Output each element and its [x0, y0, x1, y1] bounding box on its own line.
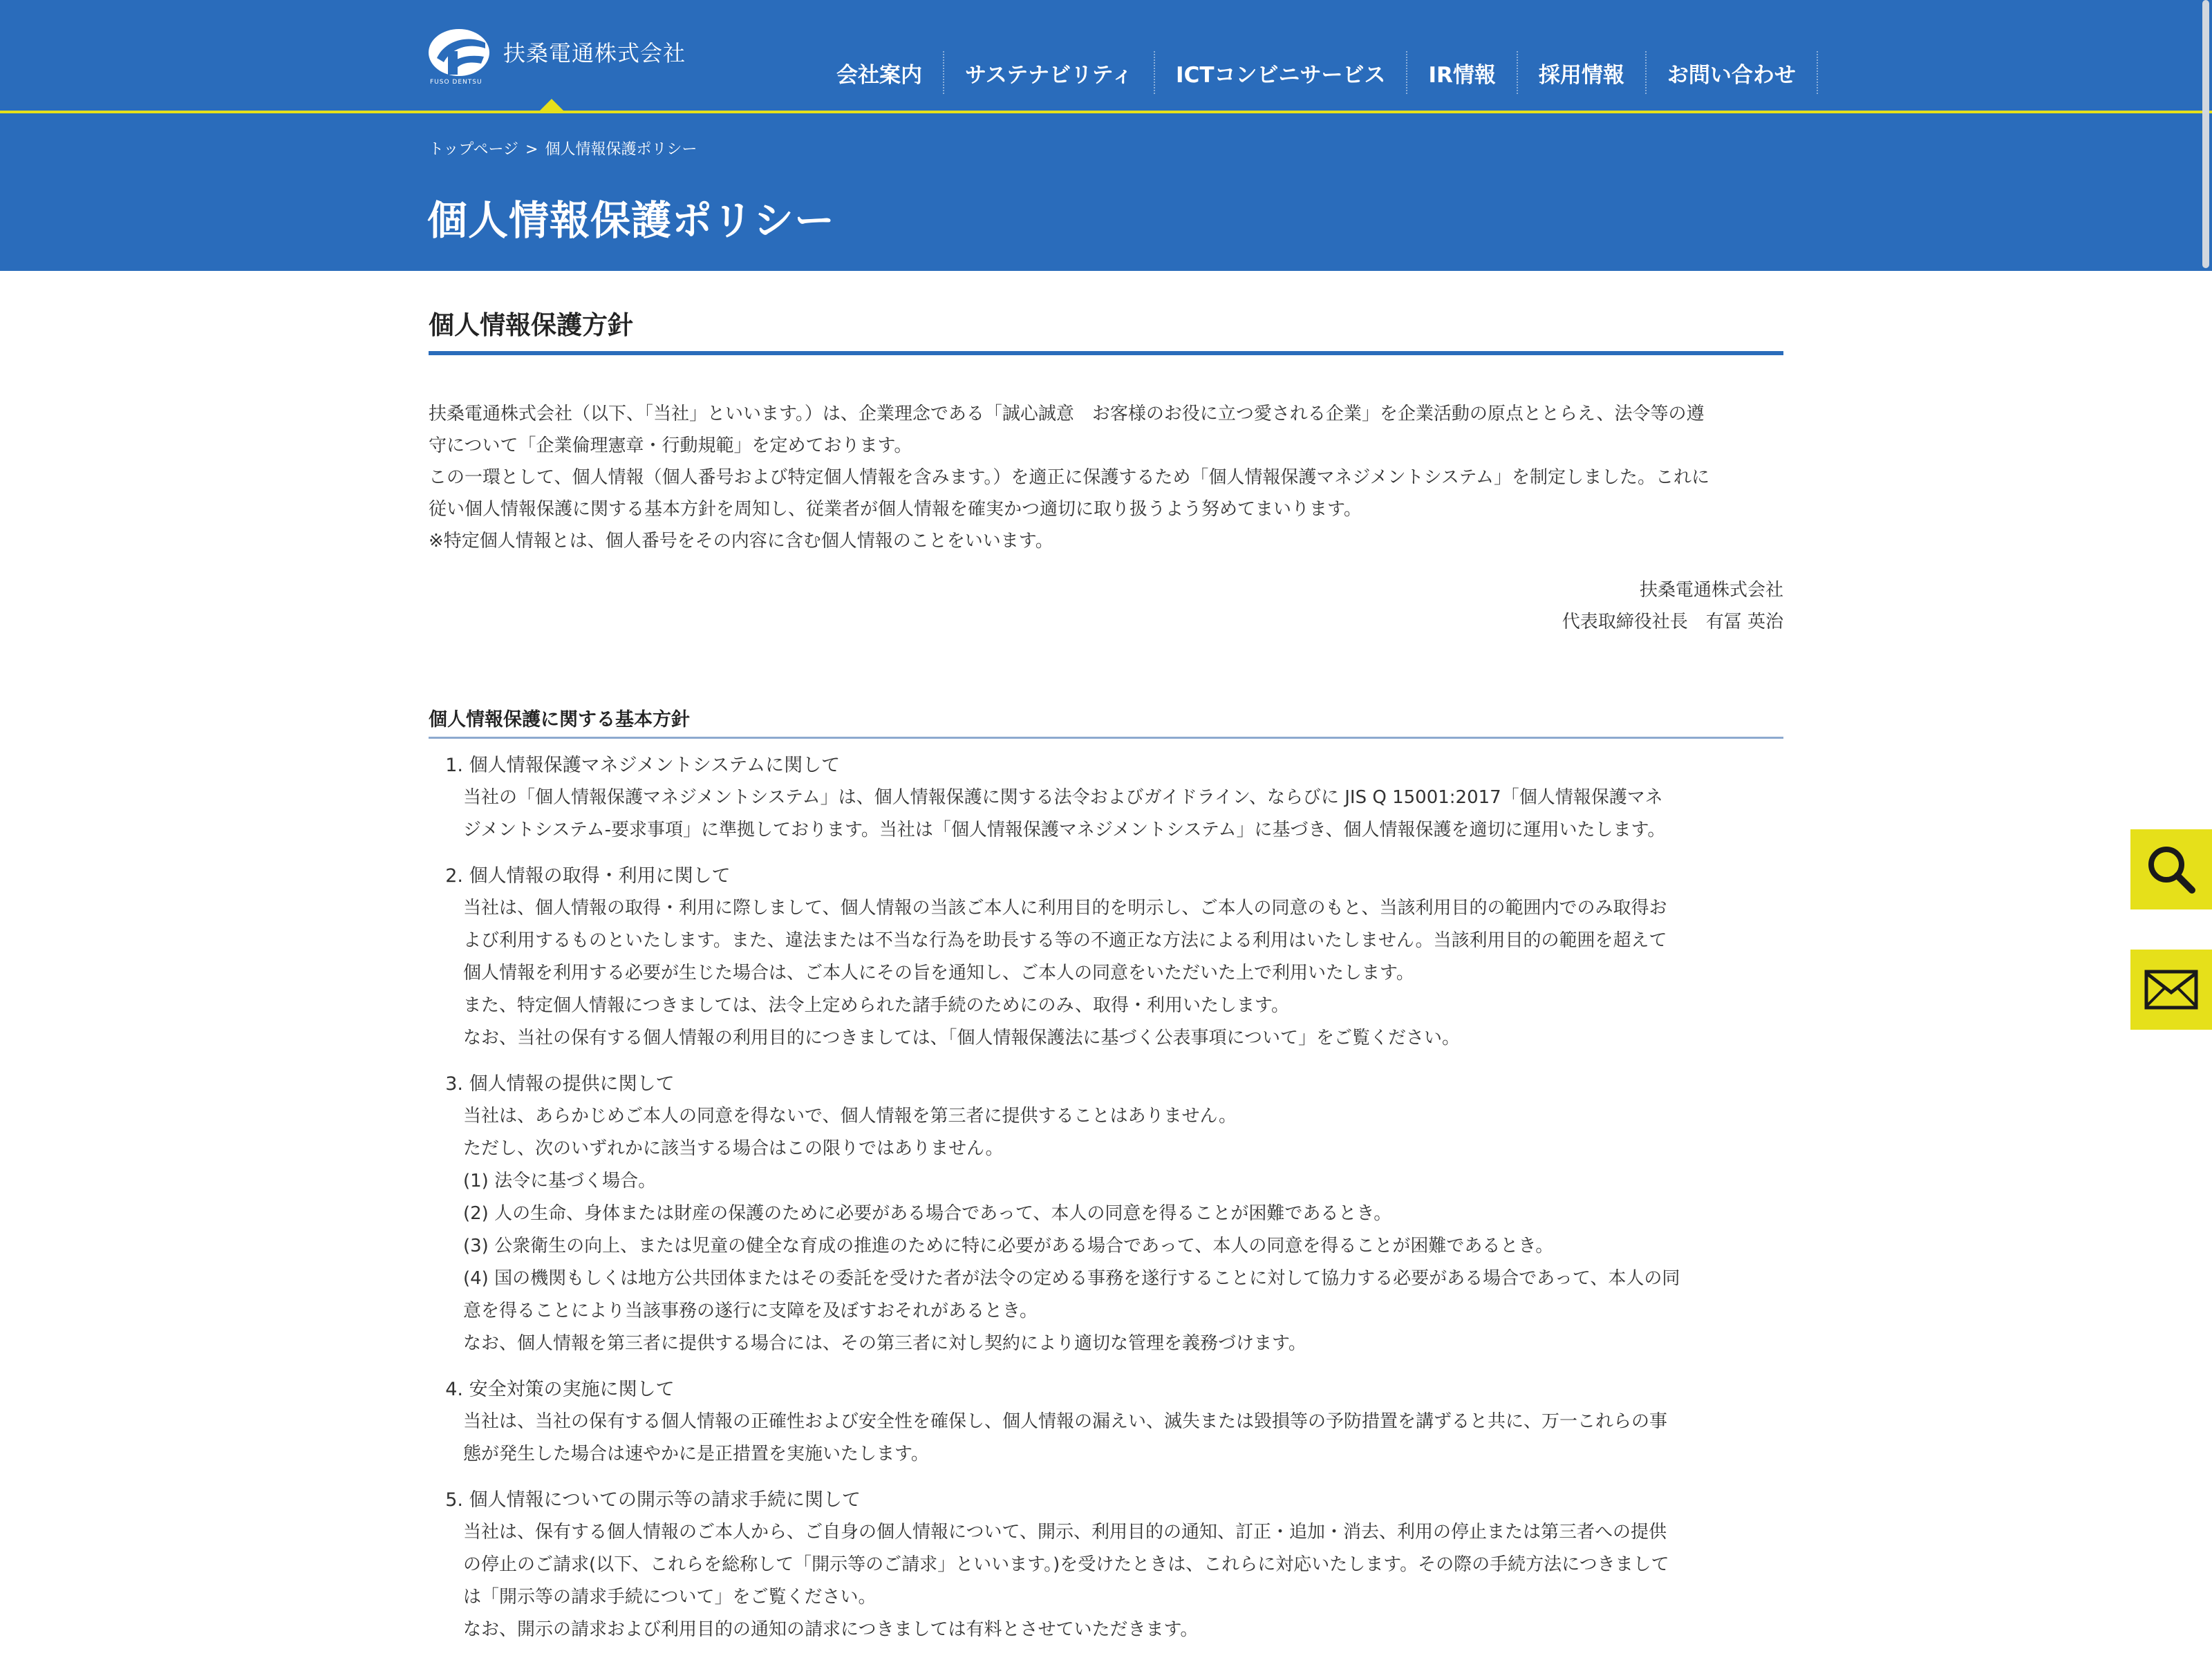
item-body	[429, 1100, 1783, 1360]
policy-list	[429, 750, 1783, 1646]
intro-line: ※特定個人情報とは、個人番号をその内容に含む個人情報のことをいいます。	[429, 531, 1053, 551]
item-line: 態が発生した場合は速やかに是正措置を実施いたします。	[463, 1444, 929, 1464]
item-number: 3.	[445, 1073, 463, 1095]
signature-name: 代表取締役社長 有冨 英治	[1562, 612, 1783, 632]
item-body	[429, 782, 1783, 847]
item-line: なお、当社の保有する個人情報の利用目的につきましては、「個人情報保護法に基づく公表事項について」をご覧ください。	[463, 1028, 1460, 1048]
item-body	[429, 892, 1783, 1055]
scrollbar-thumb[interactable]	[2202, 0, 2209, 268]
intro-line: 守について「企業倫理憲章・行動規範」を定めております。	[429, 435, 912, 456]
item-line: 当社は、保有する個人情報のご本人から、ご自身の個人情報について、開示、利用目的の通知、訂正・追加・消去、利用の停止または第三者への提供	[463, 1522, 1667, 1543]
site-header	[0, 0, 2212, 271]
company-name: 扶桑電通株式会社	[503, 40, 686, 66]
item-line: ただし、次のいずれかに該当する場合はこの限りではありません。	[463, 1138, 1004, 1159]
policy-item	[429, 860, 1783, 1055]
item-line: (2) 人の生命、身体または財産の保護のために必要がある場合であって、本人の同意を得ることが困難であるとき。	[463, 1203, 1392, 1224]
policy-item	[429, 1068, 1783, 1360]
item-line: 個人情報を利用する必要が生じた場合は、ご本人にその旨を通知し、ご本人の同意をいただいた上で利用いたします。	[463, 963, 1414, 983]
item-body	[429, 1406, 1783, 1471]
intro-line: この一環として、個人情報（個人番号および特定個人情報を含みます。）を適正に保護するため「個人情報保護マネジメントシステム」を制定しました。これに	[429, 467, 1710, 488]
item-number: 2.	[445, 865, 463, 887]
policy-item	[429, 750, 1783, 847]
item-title: 個人情報の提供に関して	[469, 1073, 675, 1095]
nav-item-recruit[interactable]: 採用情報	[1518, 51, 1647, 94]
page-title: 個人情報保護ポリシー	[427, 197, 836, 244]
item-number: 5.	[445, 1489, 463, 1511]
item-title: 個人情報の取得・利用に関して	[469, 865, 731, 887]
logo-mark-icon	[427, 28, 491, 86]
item-line: よび利用するものといたします。また、違法または不当な行為を助長する等の不適正な方法による利用はいたしません。当該利用目的の範囲を超えて	[463, 930, 1667, 951]
item-line: 当社は、あらかじめご本人の同意を得ないで、個人情報を第三者に提供することはありません。	[463, 1106, 1237, 1126]
breadcrumb-home-link[interactable]: トップページ	[429, 141, 519, 158]
breadcrumb-separator: >	[525, 141, 538, 158]
company-logo[interactable]	[427, 28, 686, 86]
global-nav	[816, 51, 1818, 94]
header-divider	[0, 111, 2212, 113]
logo-subtext: FUSO DENTSU	[430, 79, 482, 86]
item-line: 当社は、個人情報の取得・利用に際しまして、個人情報の当該ご本人に利用目的を明示し、ご本人の同意のもと、当該利用目的の範囲内でのみ取得お	[463, 898, 1667, 918]
intro-line: 従い個人情報保護に関する基本方針を周知し、従業者が個人情報を確実かつ適切に取り扱うよう努めてまいります。	[429, 499, 1362, 520]
breadcrumb-current: 個人情報保護ポリシー	[545, 141, 697, 158]
item-title: 個人情報についての開示等の請求手続に関して	[469, 1489, 861, 1511]
nav-item-sustainability[interactable]: サステナビリティ	[944, 51, 1155, 94]
side-search-button[interactable]	[2130, 829, 2212, 909]
nav-item-contact[interactable]: お問い合わせ	[1647, 51, 1818, 94]
nav-item-ict-service[interactable]: ICTコンビニサービス	[1155, 51, 1407, 94]
item-line: ジメントシステム-要求事項」に準拠しております。当社は「個人情報保護マネジメントシステム」に基づき、個人情報保護を適切に運用いたします。	[463, 820, 1666, 840]
item-line: の停止のご請求(以下、これらを総称して「開示等のご請求」といいます。)を受けたときは、これらに対応いたします。その際の手続方法につきまして	[463, 1554, 1669, 1575]
item-line: (3) 公衆衛生の向上、または児童の健全な育成の推進のために特に必要がある場合であって、本人の同意を得ることが困難であるとき。	[463, 1236, 1554, 1256]
item-number: 4.	[445, 1379, 463, 1400]
main-content	[429, 304, 1783, 1660]
item-line: は「開示等の請求手続について」をご覧ください。	[463, 1587, 877, 1607]
item-line: 当社は、当社の保有する個人情報の正確性および安全性を確保し、個人情報の漏えい、滅失または毀損等の予防措置を講ずると共に、万一これらの事	[463, 1411, 1668, 1432]
mail-icon	[2144, 968, 2199, 1012]
breadcrumb	[429, 138, 697, 159]
signature	[429, 574, 1783, 638]
nav-item-company[interactable]: 会社案内	[816, 51, 944, 94]
item-line: 当社の「個人情報保護マネジメントシステム」は、個人情報保護に関する法令およびガイドライン、ならびに JIS Q 15001:2017「個人情報保護マネ	[463, 787, 1663, 808]
nav-active-marker	[539, 99, 564, 111]
intro-text	[429, 398, 1783, 557]
policy-heading: 個人情報保護に関する基本方針	[429, 704, 1783, 739]
section-heading: 個人情報保護方針	[429, 304, 1783, 355]
intro-line: 扶桑電通株式会社（以下、「当社」といいます。）は、企業理念である「誠心誠意 お客様のお役に立つ愛される企業」を企業活動の原点ととらえ、法令等の遵	[429, 404, 1705, 424]
item-title: 個人情報保護マネジメントシステムに関して	[469, 755, 841, 776]
policy-item	[429, 1374, 1783, 1471]
item-line: また、特定個人情報につきましては、法令上定められた諸手続のためにのみ、取得・利用いたします。	[463, 995, 1289, 1016]
item-title: 安全対策の実施に関して	[469, 1379, 675, 1400]
item-number: 1.	[445, 755, 463, 776]
item-line: (1) 法令に基づく場合。	[463, 1171, 657, 1191]
item-line: (4) 国の機関もしくは地方公共団体またはその委託を受けた者が法令の定める事務を遂行することに対して協力する必要がある場合であって、本人の同	[463, 1268, 1680, 1289]
search-icon	[2144, 842, 2199, 897]
item-line: なお、個人情報を第三者に提供する場合には、その第三者に対し契約により適切な管理を義務づけます。	[463, 1333, 1306, 1354]
item-line: 意を得ることにより当該事務の遂行に支障を及ぼすおそれがあるとき。	[463, 1301, 1038, 1321]
item-body	[429, 1516, 1783, 1646]
item-line: なお、開示の請求および利用目的の通知の請求につきましては有料とさせていただきます。	[463, 1619, 1199, 1640]
side-mail-button[interactable]	[2130, 950, 2212, 1030]
policy-item	[429, 1484, 1783, 1646]
signature-company: 扶桑電通株式会社	[1639, 580, 1783, 601]
nav-item-ir[interactable]: IR情報	[1407, 51, 1517, 94]
